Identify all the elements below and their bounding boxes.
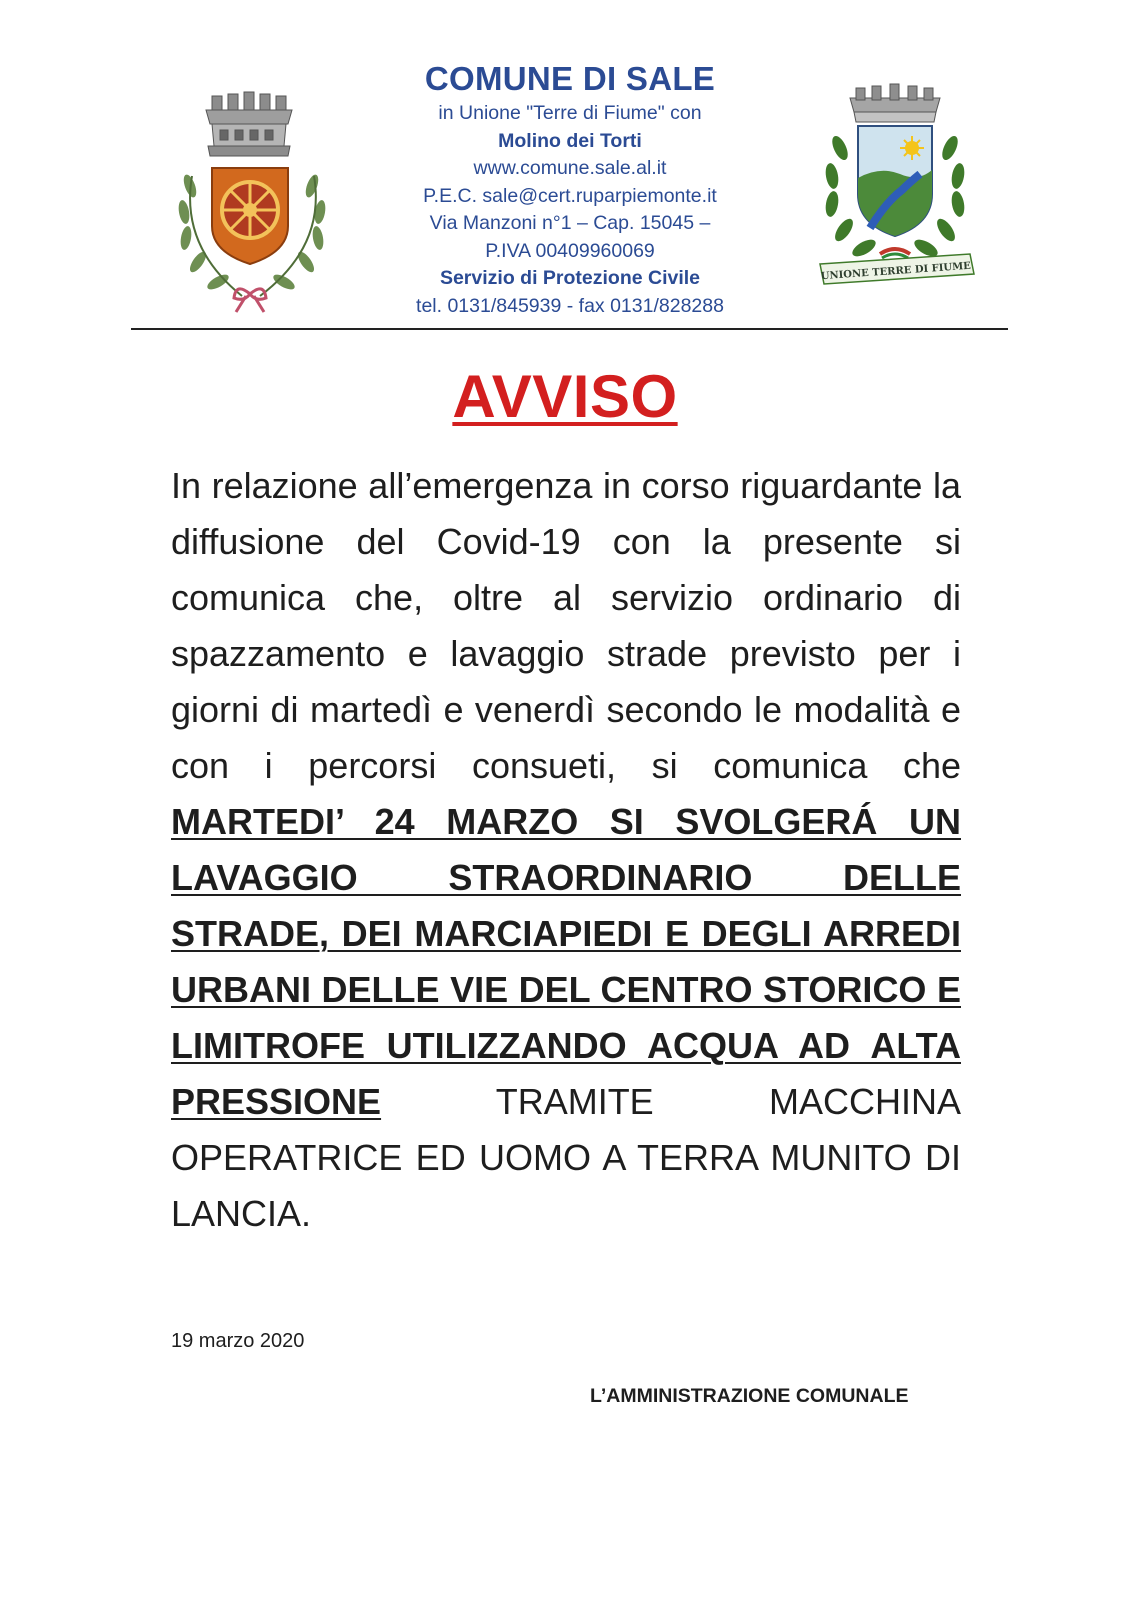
unione-ribbon-text: UNIONE TERRE DI FIUME — [820, 260, 972, 283]
avviso-heading: AVVISO — [452, 363, 678, 430]
notice-title — [0, 362, 1130, 432]
notice-date: 19 marzo 2020 — [171, 1330, 305, 1352]
header-divider — [131, 328, 1008, 330]
municipality-title: COMUNE DI SALE — [424, 60, 716, 97]
address-line: Via Manzoni n°1 – Cap. 15045 – — [429, 212, 711, 234]
partner-municipality: Molino dei Torti — [498, 129, 642, 152]
letterhead — [0, 58, 1130, 328]
website-line: www.comune.sale.al.it — [473, 157, 667, 179]
notice-intro: In relazione all’emergenza in corso riguardante la diffusione del Covid-19 con la presente si comunica che, oltre al servizio ordinario di spazzamento e lavaggio strade previsto per i giorni di martedì e venerdì secondo le modalità e con i percorsi consueti, si comunica che — [171, 465, 961, 786]
signature: L’AMMINISTRAZIONE COMUNALE — [590, 1385, 909, 1407]
comune-di-sale-crest — [172, 86, 337, 316]
vat-line: P.IVA 00409960069 — [485, 239, 655, 262]
service-name: Servizio di Protezione Civile — [439, 267, 701, 289]
pec-line: P.E.C. sale@cert.ruparpiemonte.it — [423, 184, 717, 207]
union-line: in Unione "Terre di Fiume" con — [438, 102, 702, 124]
letterhead-center — [330, 58, 810, 320]
notice-outro: TRAMITE MACCHINA OPERATRICE ED UOMO A TERRA MUNITO DI LANCIA. — [171, 1081, 961, 1234]
notice-emphasis: MARTEDI’ 24 MARZO SI SVOLGERÁ UN LAVAGGIO STRAORDINARIO DELLE STRADE, DEI MARCIAPIEDI E DEGLI ARREDI URBANI DELLE VIE DEL CENTRO STORICO E LIMITROFE UTILIZZANDO ACQUA AD ALTA PRESSIONE — [171, 801, 961, 1122]
phone-fax-line: tel. 0131/845939 - fax 0131/828288 — [416, 294, 724, 317]
unione-terre-di-fiume-crest — [810, 78, 980, 293]
notice-body — [171, 458, 961, 1242]
